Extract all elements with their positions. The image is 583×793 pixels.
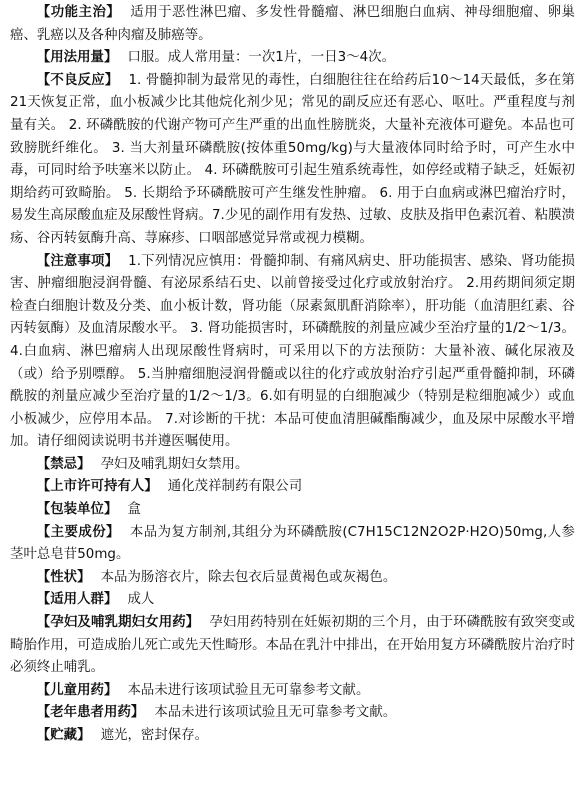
section-adverse-reactions <box>10 70 575 251</box>
section-body: 1. 骨髓抑制为最常见的毒性，白细胞往往在给药后10～14天最低，多在第21天恢复正常，血小板减少比其他烷化剂少见；常见的副反应还有恶心、呕吐。严重程度与剂量有关。 2. 环磷酰胺的代谢产物可产生严重的出血性膀胱炎，大量补充液体可避免。本品也可致膀胱纤维化。 3. 当大剂量环磷酰胺(按体重50mg/kg)与大量液体同时给予时，可产生水中毒，可同时给予呋塞米以防止。 4. 环磷酰胺可引起生殖系统毒性，如停经或精子缺乏，妊娠初期给药可致畸胎。 5. 长期给予环磷酰胺可产生继发性肿瘤。 6. 用于白血病或淋巴瘤治疗时，易发生高尿酸血症及尿酸性肾病。7.少见的副作用有发热、过敏、皮肤及指甲色素沉着、粘膜溃疡、谷丙转氨酶升高、荨麻疹、口咽部感觉异常或视力模糊。 <box>10 72 575 246</box>
section-header: 【注意事项】 <box>36 253 119 269</box>
section-storage <box>10 725 575 748</box>
section-body: 本品未进行该项试验且无可靠参考文献。 <box>154 705 397 721</box>
section-body: 盒 <box>127 502 141 518</box>
section-body: 通化茂祥制药有限公司 <box>167 479 303 495</box>
section-geriatric-use <box>10 702 575 725</box>
section-header: 【不良反应】 <box>36 72 119 88</box>
section-body: 1.下列情况应慎用：骨髓抑制、有痛风病史、肝功能损害、感染、肾功能损害、肿瘤细胞浸润骨髓、有泌尿系结石史、以前曾接受过化疗或放射治疗。 2.用药期间须定期检查白细胞计数及分类、血小板计数，肾功能（尿素氮肌酐消除率），肝功能（血清胆红素、谷丙转氨酶）及血清尿酸水平。 3. 肾功能损害时，环磷酰胺的剂量应减少至治疗量的1/2～1/3。 4.白血病、淋巴瘤病人出现尿酸性肾病时，可采用以下的方法预防：大量补液、碱化尿液及（或）给予别嘌醇。 5.当肿瘤细胞浸润骨髓或以往的化疗或放射治疗引起严重骨髓抑制，环磷酰胺的剂量应减少至治疗量的1/2～1/3。6.如有明显的白细胞减少（特别是粒细胞减少）或血小板减少，应停用本品。 7.对诊断的干扰：本品可使血清胆碱酯酶减少，血及尿中尿酸水平增加。请仔细阅读说明书并遵医嘱使用。 <box>10 253 575 450</box>
section-package-unit <box>10 499 575 522</box>
section-header: 【用法用量】 <box>36 50 118 66</box>
section-header: 【功能主治】 <box>36 5 121 20</box>
section-header: 【适用人群】 <box>36 592 118 608</box>
section-body: 本品未进行该项试验且无可靠参考文献。 <box>127 682 370 698</box>
section-pregnancy-lactation <box>10 612 575 680</box>
section-target-population <box>10 589 575 612</box>
section-header: 【包装单位】 <box>36 502 118 518</box>
section-indications <box>10 2 575 47</box>
section-body: 本品为肠溶衣片，除去包衣后显黄褐色或灰褐色。 <box>100 569 397 585</box>
section-body: 适用于恶性淋巴瘤、多发性骨髓瘤、淋巴细胞白血病、神母细胞瘤、卵巢癌、乳癌以及各种肉瘤及肺癌等。 <box>10 5 575 43</box>
section-appearance <box>10 567 575 590</box>
section-license-holder <box>10 476 575 499</box>
section-header: 【禁忌】 <box>36 456 91 472</box>
section-header: 【上市许可持有人】 <box>36 479 158 495</box>
section-header: 【贮藏】 <box>36 728 91 743</box>
section-dosage <box>10 47 575 70</box>
section-body: 孕妇用药特别在妊娠初期的三个月，由于环磷酰胺有致突变或畸胎作用，可造成胎儿死亡或先天性畸形。本品在乳汁中排出，在开始用复方环磷酰胺片治疗时必须终止哺乳。 <box>10 615 575 676</box>
section-precautions <box>10 251 575 454</box>
section-pediatric-use <box>10 680 575 703</box>
section-ingredients <box>10 522 575 567</box>
section-body: 孕妇及哺乳期妇女禁用。 <box>100 456 249 472</box>
section-header: 【儿童用药】 <box>36 682 118 698</box>
section-body: 本品为复方制剂,其组分为环磷酰胺(C7H15C12N2O2P·H2O)50mg,人参茎叶总皂苷50mg。 <box>10 524 575 563</box>
section-body: 口服。成人常用量：一次1片，一日3～4次。 <box>127 50 396 66</box>
section-header: 【主要成份】 <box>36 524 120 540</box>
section-body: 成人 <box>127 592 155 608</box>
section-header: 【孕妇及哺乳期妇女用药】 <box>36 615 200 631</box>
section-body: 遮光，密封保存。 <box>100 728 209 743</box>
section-contraindications <box>10 454 575 477</box>
section-header: 【老年患者用药】 <box>36 705 145 721</box>
section-header: 【性状】 <box>36 569 91 585</box>
